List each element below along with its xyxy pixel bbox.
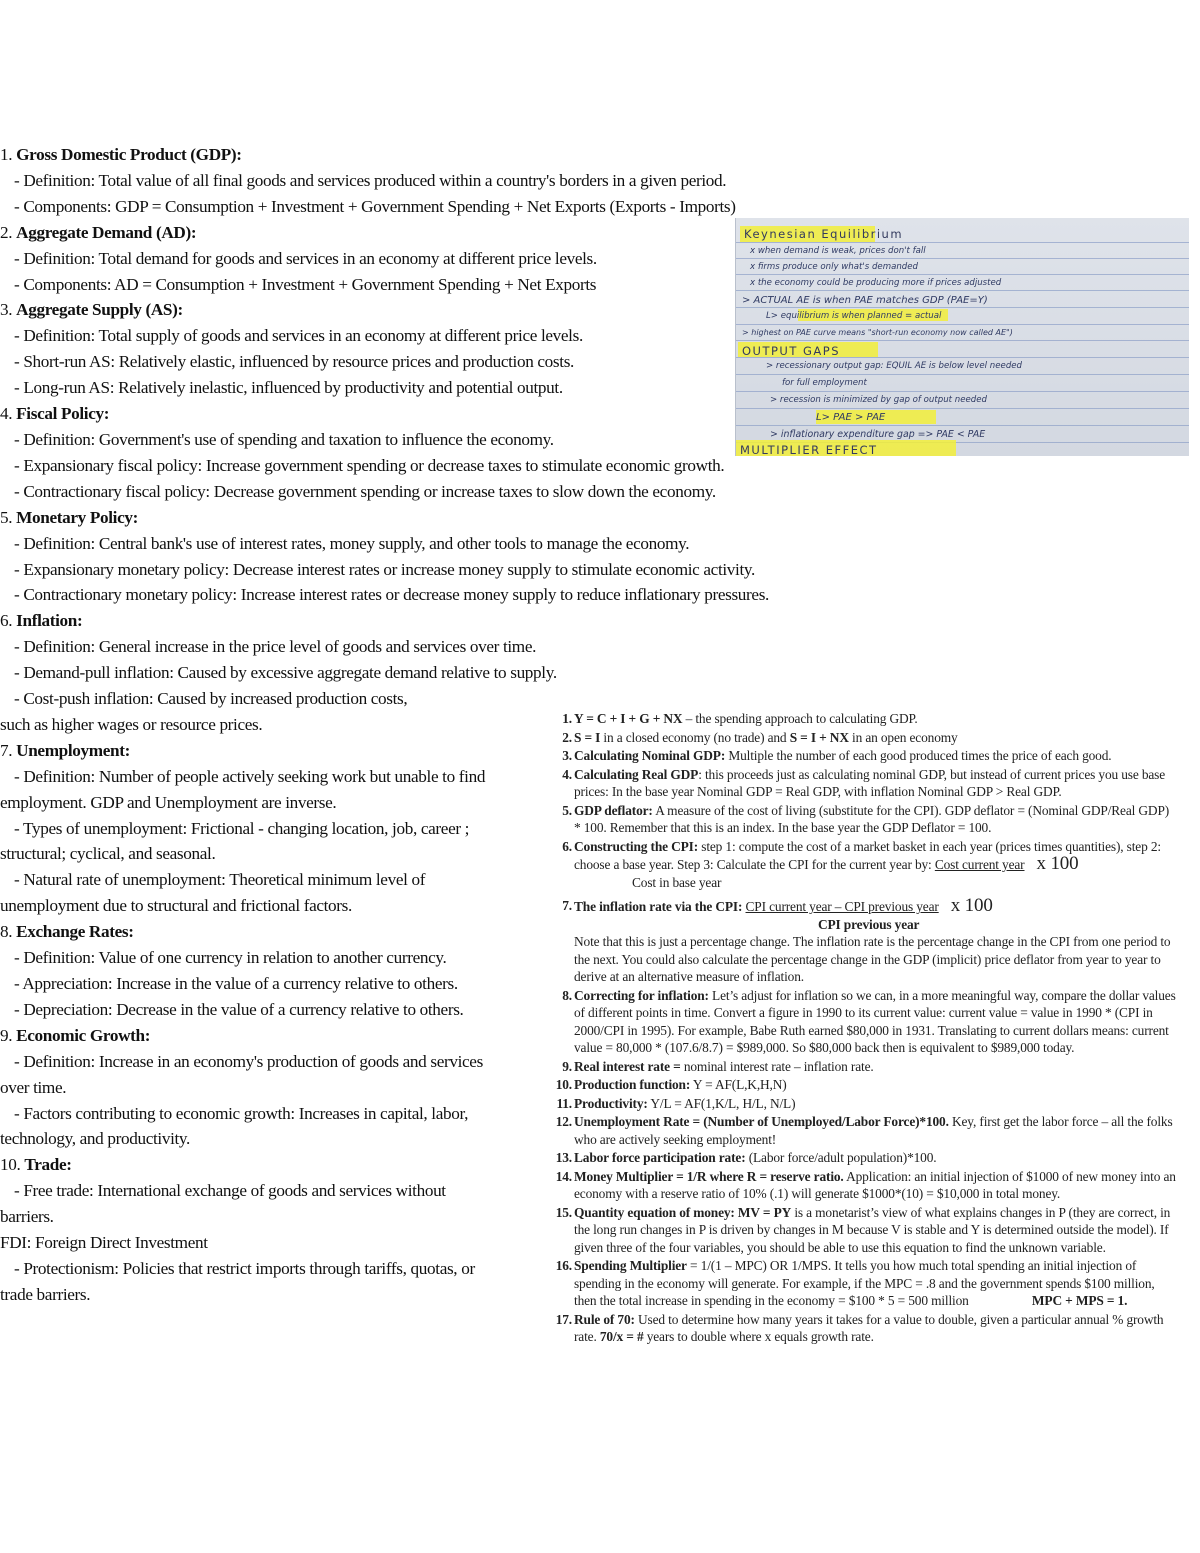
section-paragraph: - Appreciation: Increase in the value of a currency relative to others.: [14, 974, 458, 993]
formula-item: 11. Productivity: Y/L = AF(1,K/L, H/L, N/L): [556, 1095, 796, 1111]
section-paragraph: - Definition: Value of one currency in relation to another currency.: [14, 948, 447, 968]
section-line: such as higher wages or resource prices.: [0, 714, 263, 734]
formula-item: 5. GDP deflator: A measure of the cost of living (substitute for the CPI). GDP deflator = (Nominal GDP/Real GDP) * 100. Remember that this is an index. In the base year the GDP Deflator = 100.: [562, 802, 1170, 835]
section-paragraph: - Definition: Increase in an economy's production of goods and services over time.: [0, 1051, 483, 1097]
note-line: for full employment: [782, 378, 867, 388]
formula-item: 4. Calculating Real GDP: this proceeds just as calculating nominal GDP, but instead of current prices you use base prices: In the base year Nominal GDP = Real GDP, with inflation Nominal GDP > Real GDP.: [562, 766, 1166, 799]
section-line: - Short-run AS: Relatively elastic, influenced by resource prices and production costs.: [14, 352, 574, 372]
section-heading: 10. Trade:: [0, 1155, 72, 1175]
handwritten-note-photo: [735, 218, 1189, 456]
section-line: - Components: GDP = Consumption + Investment + Government Spending + Net Exports (Exports - Imports): [14, 196, 736, 216]
formula-item: 1. Y = C + I + G + NX – the spending approach to calculating GDP.: [562, 711, 918, 726]
section-line: - Definition: Total demand for goods and services in an economy at different price levels.: [14, 248, 597, 268]
formula-item: 10. Production function: Y = AF(L,K,H,N): [555, 1077, 787, 1092]
section-paragraph: - Definition: Number of people actively seeking work but unable to find employment. GDP and Unemployment are inverse.: [0, 766, 486, 812]
section-line: - Definition: Central bank's use of interest rates, money supply, and other tools to manage the economy.: [14, 533, 690, 553]
note-line: > highest on PAE curve means "short-run economy now called AE"): [742, 328, 1013, 337]
formula-item: 16. Spending Multiplier = 1/(1 – MPC) OR 1/MPS. It tells you how much total spending an initial injection of spending in the economy will generate. For example, if the MPC = .8 and the government spends $100 million, then the total increase in spending in the economy = $100 * 5 = 500 million MPC + MPS = 1.: [555, 1258, 1155, 1308]
section-paragraph: - Protectionism: Policies that restrict imports through tariffs, quotas, or trade barriers.: [0, 1258, 475, 1304]
section-heading: 7. Unemployment:: [0, 740, 130, 760]
note-line: x the economy could be producing more if prices adjusted: [750, 278, 1002, 288]
times-100: x 100: [950, 895, 993, 916]
section-line: - Definition: Total supply of goods and services in an economy at different price levels.: [14, 326, 583, 346]
note-line: x firms produce only what's demanded: [750, 262, 918, 272]
section-paragraph: - Types of unemployment: Frictional - changing location, job, career ; structural; cyclical, and seasonal.: [0, 818, 470, 864]
formula-item: 6. Constructing the CPI: step 1: compute the cost of a market basket in each year (prices times quantities), step 2: choose a base year. Step 3: Calculate the CPI for the current year by: Cost current year x 100 Cost in base year: [548, 838, 1176, 892]
formula-item: 2. S = I in a closed economy (no trade) and S = I + NX in an open economy: [562, 729, 958, 745]
section-line: - Definition: Total value of all final goods and services produced within a country's borders in a given period.: [14, 170, 727, 190]
note-line: Keynesian Equilibrium: [744, 227, 904, 241]
fraction-denominator: CPI previous year: [818, 916, 920, 932]
fraction-numerator: Cost current year: [934, 857, 1025, 872]
section-paragraph: - Factors contributing to economic growth: Increases in capital, labor, technology, and productivity.: [0, 1103, 469, 1149]
section-paragraph: - Free trade: International exchange of goods and services without barriers.: [0, 1181, 446, 1227]
section-paragraph: - Depreciation: Decrease in the value of a currency relative to others.: [14, 999, 464, 1019]
section-line: - Components: AD = Consumption + Investment + Government Spending + Net Exports: [14, 274, 597, 294]
formula-item: 14. Money Multiplier = 1/R where R = reserve ratio. Application: an initial injection of $1000 of new money into an economy with a reserve ratio of 10% (.1) will generate $1000*(10) = $10,000 in total money.: [555, 1168, 1176, 1201]
note-line: x when demand is weak, prices don't fall: [750, 246, 926, 256]
section-heading: 6. Inflation:: [0, 611, 83, 631]
note-line: > inflationary expenditure gap => PAE < PAE: [770, 429, 986, 440]
section-line: - Contractionary monetary policy: Increase interest rates or decrease money supply to reduce inflationary pressures.: [14, 585, 769, 605]
formula-item: 8. Correcting for inflation: Let’s adjust for inflation so we can, in a more meaningful way, compare the dollar values of different points in time. Convert a figure in 1990 to its current value: current value = value in 1990 * (CPI in 2000/CPI in 1995). For example, Babe Ruth earned $80,000 in 1931. Translating to current dollars means: current value = 80,000 * (107.6/8.7) = $989,000. So $80,000 back then is equivalent to $989,000 today.: [562, 987, 1176, 1055]
section-line: - Expansionary fiscal policy: Increase government spending or decrease taxes to stimulate economic growth.: [14, 455, 725, 475]
formula-item: 12. Unemployment Rate = (Number of Unemployed/Labor Force)*100. Key, first get the labor force – all the folks who are actively seeking employment!: [555, 1114, 1173, 1147]
note-line: L> equilibrium is when planned = actual: [766, 311, 942, 321]
section-line: - Expansionary monetary policy: Decrease interest rates or increase money supply to stimulate economic activity.: [14, 559, 755, 579]
section-heading: 2. Aggregate Demand (AD):: [0, 222, 197, 242]
formula-item: 7. The inflation rate via the CPI: CPI current year – CPI previous year x 100 CPI previous year Note that this is just a percentage change. The inflation rate is the percentage change in the CPI from one period to the next. You could also calculate the percentage change in the GDP (implicit) price deflator from year to year to derive at an alternative measure of inflation.: [548, 897, 1176, 986]
note-line: > recessionary output gap: EQUIL AE is below level needed: [766, 361, 1023, 371]
fraction-numerator: CPI current year – CPI previous year: [745, 899, 939, 914]
formula-note: Note that this is just a percentage change. The inflation rate is the percentage change in the CPI from one period to the next. You could also calculate the percentage change in the GDP (implicit) price deflator from year to year to derive at an alternative measure of inflation.: [574, 934, 1171, 984]
formula-item: 15. Quantity equation of money: MV = PY is a monetarist’s view of what explains changes in P (they are correct, in the long run changes in P is driven by changes in M because V is stable and Y is determined outside the model). If given three of the four variables, you should be able to use this equation to find the unknown variable.: [555, 1204, 1171, 1255]
section-heading: 3. Aggregate Supply (AS):: [0, 300, 183, 320]
section-line: - Definition: Government's use of spending and taxation to influence the economy.: [14, 429, 554, 449]
formula-item: 17. Rule of 70: Used to determine how many years it takes for a value to double, given a particular annual % growth rate. 70/x = # years to double where x equals growth rate.: [555, 1311, 1164, 1344]
times-100: x 100: [1036, 853, 1079, 874]
section-heading: 9. Economic Growth:: [0, 1025, 151, 1045]
section-line: - Cost-push inflation: Caused by increased production costs,: [14, 689, 408, 709]
note-line: OUTPUT GAPS: [742, 344, 841, 358]
fraction-denominator: Cost in base year: [632, 874, 722, 890]
section-line: FDI: Foreign Direct Investment: [0, 1233, 208, 1253]
note-line: MULTIPLIER EFFECT: [740, 443, 878, 456]
formula-item: 9. Real interest rate = nominal interest rate – inflation rate.: [562, 1058, 874, 1074]
section-paragraph: - Natural rate of unemployment: Theoretical minimum level of unemployment due to structural and frictional factors.: [0, 870, 426, 916]
section-heading: 5. Monetary Policy:: [0, 507, 138, 527]
section-line: - Long-run AS: Relatively inelastic, influenced by productivity and potential output.: [14, 378, 563, 398]
section-heading: 8. Exchange Rates:: [0, 922, 134, 942]
note-line: L> PAE > PAE: [816, 412, 886, 423]
formula-item: 13. Labor force participation rate: (Labor force/adult population)*100.: [555, 1150, 937, 1165]
section-line: - Definition: General increase in the price level of goods and services over time.: [14, 637, 537, 657]
section-line: - Contractionary fiscal policy: Decrease government spending or increase taxes to slow down the economy.: [14, 481, 716, 501]
note-line: > recession is minimized by gap of output needed: [770, 395, 987, 405]
section-heading: 4. Fiscal Policy:: [0, 404, 110, 424]
section-heading: 1. Gross Domestic Product (GDP):: [0, 145, 242, 164]
formula-item: 3. Calculating Nominal GDP: Multiple the number of each good produced times the price of each good.: [562, 748, 1112, 763]
formula-list: [548, 710, 1176, 1347]
note-line: > ACTUAL AE is when PAE matches GDP (PAE=Y): [742, 295, 988, 306]
section-line: - Demand-pull inflation: Caused by excessive aggregate demand relative to supply.: [14, 663, 557, 683]
